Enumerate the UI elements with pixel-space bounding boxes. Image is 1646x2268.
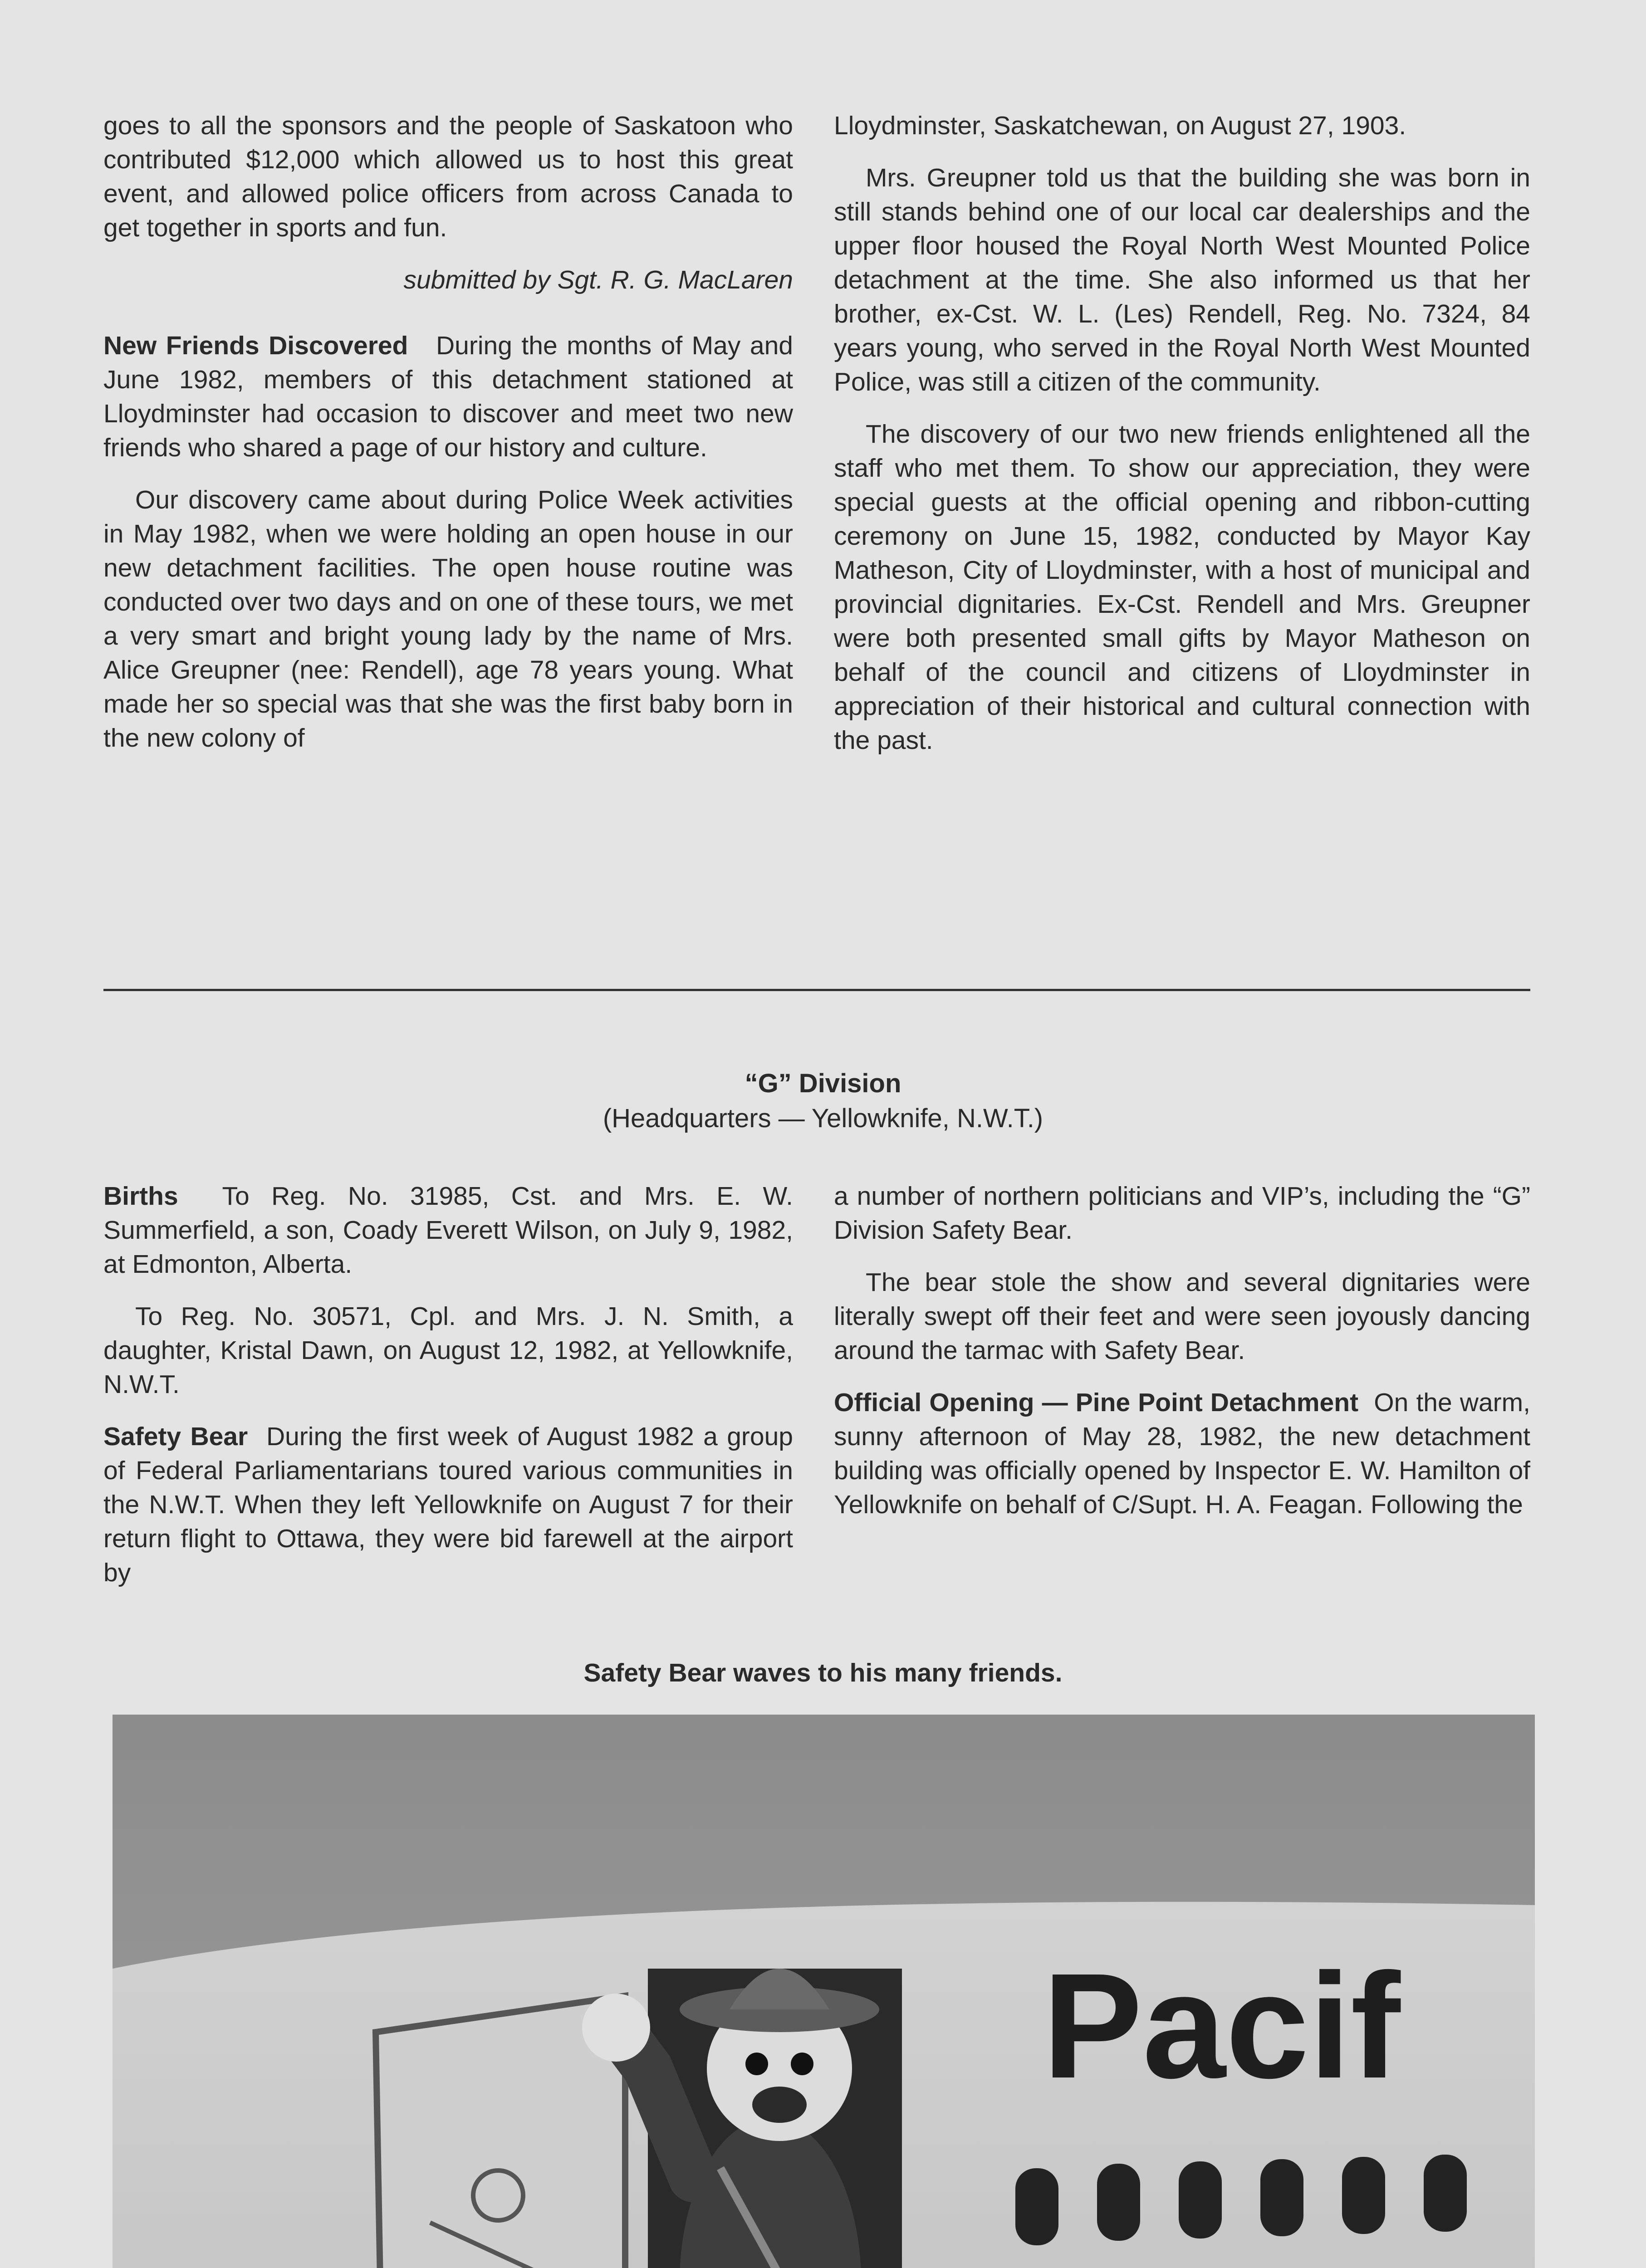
section-heading: New Friends Discovered [103, 331, 408, 360]
section-divider [103, 989, 1530, 991]
paragraph [103, 1420, 793, 1590]
section-heading: Births [103, 1182, 178, 1211]
paragraph: The discovery of our two new friends enlightened all the staff who met them. To show our appreciation, they were special guests at the official opening and ribbon-cutting ceremony on June 15, 1982, conducted by Mayor Kay Matheson, City of Lloydminster, with a host of municipal and provincial dignitaries. Ex-Cst. Rendell and Mrs. Greupner were both presented small gifts by Mayor Matheson on behalf of the council and citizens of Lloydminster in appreciation of their historical and cultural connection with the past. [834, 420, 1530, 755]
paragraph: Our discovery came about during Police Week activities in May 1982, when we were holding an open house in our new detachment facilities. The open house routine was conducted over two days and on one of these tours, we met a very smart and bright young lady by the name of Mrs. Alice Greupner (nee: Rendell), age 78 years young. What made her so special was that she was the first baby born in the new colony of [103, 485, 793, 753]
paragraph [103, 329, 793, 465]
safety-bear-photo [113, 1715, 1535, 2268]
bottom-left-column [103, 1179, 793, 1608]
paragraph [103, 1179, 793, 1281]
paragraph [834, 1386, 1530, 1522]
paragraph: a number of northern politicians and VIP’s, including the “G” Division Safety Bear. [834, 1182, 1530, 1245]
airline-name-text: Pacif [1043, 1942, 1401, 2109]
byline: submitted by Sgt. R. G. MacLaren [403, 265, 793, 294]
paragraph-text: On the warm, sunny afternoon of May 28, 1982, the new detachment building was officially opened by Inspector E. W. Hamilton of Yellowknife on behalf of C/Supt. H. A. Feagan. Following the [834, 1388, 1530, 1519]
paragraph-text: During the first week of August 1982 a group of Federal Parliamentarians toured various communities in the N.W.T. When they left Yellowknife on August 7 for their return flight to Ottawa, they were bid farewell at the airport by [103, 1422, 794, 1587]
paragraph: goes to all the sponsors and the people of Saskatoon who contributed $12,000 which allowed us to host this great event, and allowed police officers from across Canada to get together in sports and fun. [103, 111, 793, 242]
paragraph: To Reg. No. 30571, Cpl. and Mrs. J. N. Smith, a daughter, Kristal Dawn, on August 12, 1982, at Yellowknife, N.W.T. [103, 1302, 793, 1399]
photo-caption: Safety Bear waves to his many friends. [583, 1658, 1063, 1687]
paragraph: Lloydminster, Saskatchewan, on August 27, 1903. [834, 111, 1406, 140]
paragraph: Mrs. Greupner told us that the building she was born in still stands behind one of our local car dealerships and the upper floor housed the Royal North West Mounted Police detachment at the time. She also informed us that her brother, ex-Cst. W. L. (Les) Rendell, Reg. No. 7324, 84 years young, who served in the Royal North West Mounted Police, was still a citizen of the community. [834, 163, 1530, 396]
top-right-column [834, 109, 1530, 776]
top-left-column [103, 109, 793, 773]
bottom-right-column [834, 1179, 1530, 1540]
paragraph: The bear stole the show and several dignitaries were literally swept off their feet and were seen joyously dancing around the tarmac with Safety Bear. [834, 1268, 1530, 1365]
photo-illustration [113, 1715, 1535, 2268]
paragraph-text: To Reg. No. 31985, Cst. and Mrs. E. W. Summerfield, a son, Coady Everett Wilson, on July 9, 1982, at Edmonton, Alberta. [103, 1182, 793, 1279]
section-heading: Safety Bear [103, 1422, 248, 1451]
division-title: “G” Division [745, 1069, 901, 1098]
section-heading: Official Opening — Pine Point Detachment [834, 1388, 1359, 1417]
paragraph-text: During the months of May and June 1982, members of this detachment stationed at Lloydminster had occasion to discover and meet two new friends who shared a page of our history and culture. [103, 331, 793, 462]
division-subtitle: (Headquarters — Yellowknife, N.W.T.) [603, 1104, 1043, 1133]
